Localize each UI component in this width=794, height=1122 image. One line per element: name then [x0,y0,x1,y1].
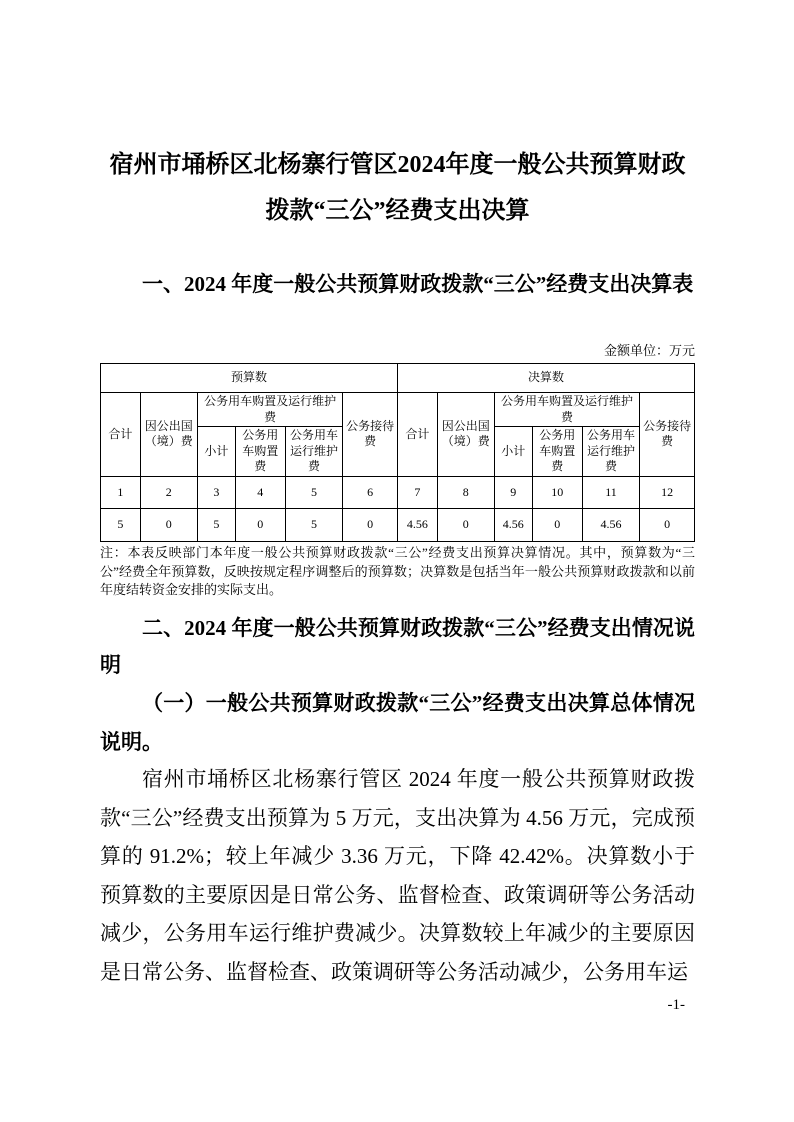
col-header-reception-final: 公务接待费 [640,393,695,477]
col-header-maintenance-final: 公务用车运行维护费 [582,427,640,477]
col-header-total-budget: 合计 [101,393,141,477]
group-header-final: 决算数 [397,364,694,393]
index-cell: 3 [197,476,235,508]
col-header-maintenance-budget: 公务用车运行维护费 [285,427,343,477]
group-header-row [101,364,695,393]
value-cell: 4.56 [494,508,532,541]
index-cell: 9 [494,476,532,508]
value-cell: 5 [101,508,141,541]
section2-sub1-heading: （一）一般公共预算财政拨款“三公”经费支出决算总体情况说明。 [100,691,695,754]
col-header-vehicle-group-budget: 公务用车购置及运行维护费 [197,393,343,427]
page-number: -1- [667,997,685,1013]
value-cell: 4.56 [397,508,437,541]
col-header-purchase-final: 公务用车购置费 [532,427,582,477]
value-cell: 0 [343,508,398,541]
index-cell: 12 [640,476,695,508]
body-paragraph: 宿州市埇桥区北杨寨行管区 2024 年度一般公共预算财政拨款“三公”经费支出预算为 5 万元，支出决算为 4.56 万元，完成预算的 91.2%；较上年减少 3.36 万元，下降 42.42%。决算数小于预算数的主要原因是日常公务、监督检查、政策调研等公务活动减少，公务用车运行维护费减少。决算数较上年减少的主要原因是日常公务、监督检查、政策调研等公务活动减少，公务用车运 [100,767,695,984]
index-cell: 10 [532,476,582,508]
document-title [100,142,695,234]
col-header-abroad-budget: 因公出国（境）费 [140,393,197,477]
value-cell: 0 [532,508,582,541]
index-cell: 4 [235,476,285,508]
col-header-total-final: 合计 [397,393,437,477]
col-header-subtotal-final: 小计 [494,427,532,477]
value-cell: 4.56 [582,508,640,541]
value-cell: 0 [140,508,197,541]
value-cell: 0 [235,508,285,541]
col-header-purchase-budget: 公务用车购置费 [235,427,285,477]
index-cell: 1 [101,476,141,508]
section2-heading: 二、2024 年度一般公共预算财政拨款“三公”经费支出情况说明 [100,616,695,677]
document-title-line2: 拨款“三公”经费支出决算 [265,198,530,224]
col-header-vehicle-group-final: 公务用车购置及运行维护费 [494,393,640,427]
index-cell: 7 [397,476,437,508]
index-cell: 11 [582,476,640,508]
sangong-expense-table [100,363,695,542]
document-title-line1: 宿州市埇桥区北杨寨行管区2024年度一般公共预算财政 [109,152,686,178]
col-header-subtotal-budget: 小计 [197,427,235,477]
unit-label: 金额单位：万元 [603,343,695,358]
col-header-reception-budget: 公务接待费 [343,393,398,477]
index-cell: 5 [285,476,343,508]
value-cell: 5 [285,508,343,541]
value-row [101,508,695,541]
index-cell: 2 [140,476,197,508]
column-header-row-1 [101,393,695,427]
group-header-budget: 预算数 [101,364,398,393]
column-index-row [101,476,695,508]
value-cell: 0 [640,508,695,541]
col-header-abroad-final: 因公出国（境）费 [437,393,494,477]
index-cell: 6 [343,476,398,508]
value-cell: 5 [197,508,235,541]
index-cell: 8 [437,476,494,508]
section1-heading: 一、2024 年度一般公共预算财政拨款“三公”经费支出决算表 [142,272,694,296]
value-cell: 0 [437,508,494,541]
table-note: 注：本表反映部门本年度一般公共预算财政拨款“三公”经费支出预算决算情况。其中，预算数为“三公”经费全年预算数，反映按规定程序调整后的预算数；决算数是包括当年一般公共预算财政拨款和以前年度结转资金安排的实际支出。 [100,545,695,597]
table-container [100,363,695,542]
